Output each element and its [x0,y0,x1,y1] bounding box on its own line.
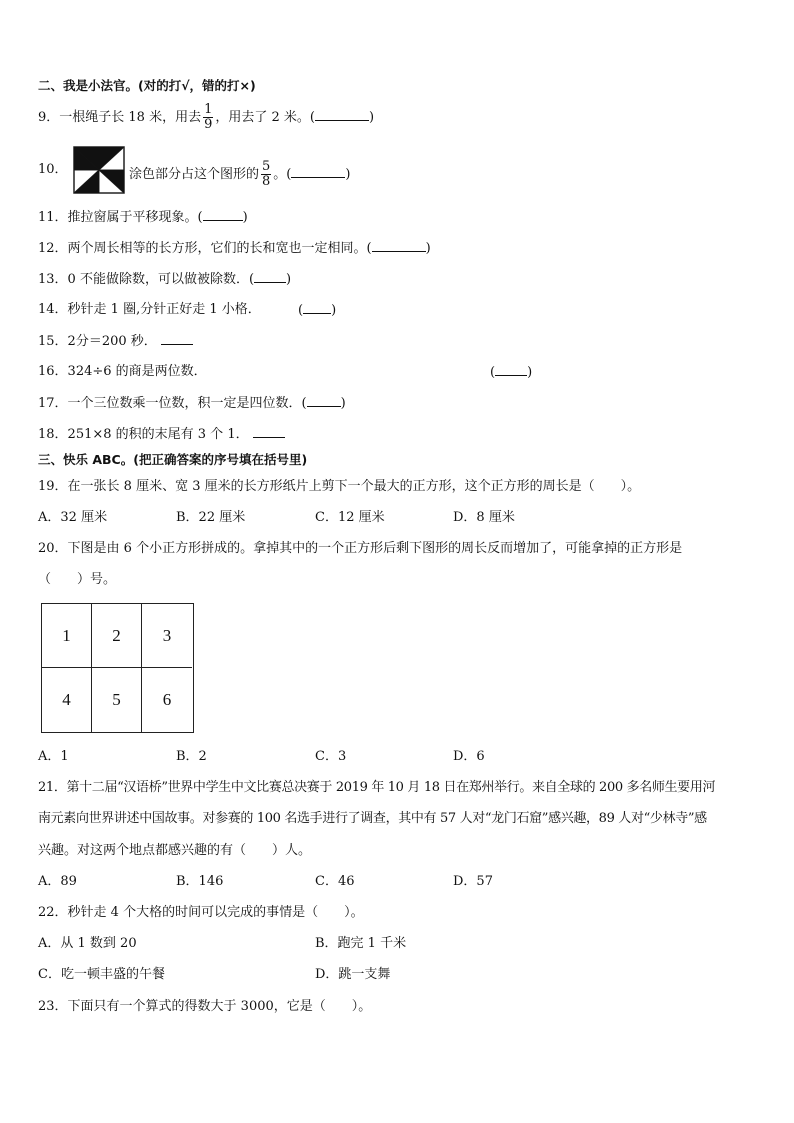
q12-text: 12．两个周长相等的长方形，它们的长和宽也一定相同。( [38,241,372,256]
q16-open: ( [490,365,496,380]
question-17 [38,394,346,413]
q12-close: ) [425,241,431,256]
question-22: 22．秒针走 4 个大格的时间可以完成的事情是（ ）。 [38,905,364,920]
grid-cell-4: 4 [42,668,92,732]
q9-prefix: 9．一根绳子长 18 米，用去 [38,110,202,125]
question-16-answer [490,363,532,382]
q19-option-d[interactable]: D．8 厘米 [453,510,515,525]
q21-option-c[interactable]: C．46 [315,874,355,889]
q11-close: ) [242,210,248,225]
question-19: 19．在一张长 8 厘米、宽 3 厘米的长方形纸片上剪下一个最大的正方形，这个正方形的周长是（ ）。 [38,479,641,494]
q13-close: ) [286,272,292,287]
grid-cell-5: 5 [92,668,142,732]
q9-fraction-denominator: 9 [204,117,213,132]
q9-fraction-numerator: 1 [204,102,213,117]
question-21-line1: 21．第十二届“汉语桥”世界中学生中文比赛总决赛于 2019 年 10 月 18 日在郑州举行。来自全球的 200 多名师生要用河 [38,780,716,795]
q22-option-b[interactable]: B．跑完 1 千米 [315,936,407,951]
question-11 [38,208,248,227]
q16-close: ) [527,365,533,380]
q13-answer-blank[interactable] [254,270,286,283]
q9-answer-blank[interactable] [315,108,369,121]
question-12 [38,239,431,258]
question-10-number: 10． [38,162,68,177]
q14-close: ) [331,303,337,318]
six-square-grid [41,603,194,733]
q20-option-b[interactable]: B．2 [176,749,207,764]
q18-answer-blank[interactable] [253,425,285,438]
q22-option-d[interactable]: D．跳一支舞 [315,967,391,982]
question-23: 23．下面只有一个算式的得数大于 3000，它是（ ）。 [38,999,372,1014]
q21-option-a[interactable]: A．89 [38,874,77,889]
question-15 [38,332,193,351]
q11-answer-blank[interactable] [203,208,243,221]
question-13 [38,270,291,289]
q9-fraction [203,103,213,132]
question-9 [38,103,374,132]
q19-option-b[interactable]: B．22 厘米 [176,510,246,525]
q20-option-a[interactable]: A．1 [38,749,69,764]
q18-text: 18．251×8 的积的末尾有 3 个 1． [38,427,249,442]
q16-answer-blank[interactable] [495,363,527,376]
section-title-judge: 二、我是小法官。(对的打√，错的打×) [38,78,256,93]
q9-suffix: ，用去了 2 米。( [215,110,315,125]
question-14-answer [298,301,336,320]
grid-cell-3: 3 [142,604,192,668]
q20-option-c[interactable]: C．3 [315,749,347,764]
q17-text: 17．一个三位数乘一位数，积一定是四位数．( [38,396,307,411]
q17-close: ) [340,396,346,411]
shaded-square-figure [73,146,125,194]
q22-option-c[interactable]: C．吃一顿丰盛的午餐 [38,967,165,982]
q11-text: 11．推拉窗属于平移现象。( [38,210,203,225]
q10-suffix: 。( [273,167,292,182]
question-21-line3: 兴趣。对这两个地点都感兴趣的有（ ）人。 [38,843,312,858]
q21-option-d[interactable]: D．57 [453,874,493,889]
q10-fraction-numerator: 5 [262,159,271,174]
q19-option-c[interactable]: C．12 厘米 [315,510,385,525]
q16-text: 16．324÷6 的商是两位数． [38,364,207,379]
q21-option-b[interactable]: B．146 [176,874,224,889]
q15-answer-blank[interactable] [161,332,193,345]
question-21-line2: 南元素向世界讲述中国故事。对参赛的 100 名选手进行了调查，其中有 57 人对“龙门石窟”感兴趣，89 人对“少林寺”感 [38,811,707,826]
question-14 [38,301,261,319]
grid-cell-2: 2 [92,604,142,668]
question-20-line2: （ ）号。 [38,572,117,587]
q9-close: ) [368,110,375,125]
q10-close: ) [345,167,351,182]
q13-text: 13．0 不能做除数，可以做被除数．( [38,272,255,287]
q12-answer-blank[interactable] [372,239,426,252]
grid-cell-1: 1 [42,604,92,668]
question-18 [38,425,285,444]
section-title-choice: 三、快乐 ABC。(把正确答案的序号填在括号里) [38,452,308,467]
q19-option-a[interactable]: A．32 厘米 [38,510,108,525]
question-20: 20．下图是由 6 个小正方形拼成的。拿掉其中的一个正方形后剩下图形的周长反而增加了，可能拿掉的正方形是 [38,541,683,556]
q14-text: 14．秒针走 1 圈,分针正好走 1 小格． [38,302,261,317]
q10-fraction-denominator: 8 [262,174,271,189]
q10-answer-blank[interactable] [291,165,345,178]
q20-option-d[interactable]: D．6 [453,749,485,764]
q10-text: 涂色部分占这个图形的 [129,167,260,182]
question-16 [38,363,207,381]
q15-text: 15．2分＝200 秒． [38,334,157,349]
q17-answer-blank[interactable] [307,394,341,407]
q10-fraction [261,160,271,189]
q14-open: ( [298,303,304,318]
grid-cell-6: 6 [162,690,172,709]
q22-option-a[interactable]: A．从 1 数到 20 [38,936,137,951]
q14-answer-blank[interactable] [303,301,331,314]
question-10 [129,160,350,189]
